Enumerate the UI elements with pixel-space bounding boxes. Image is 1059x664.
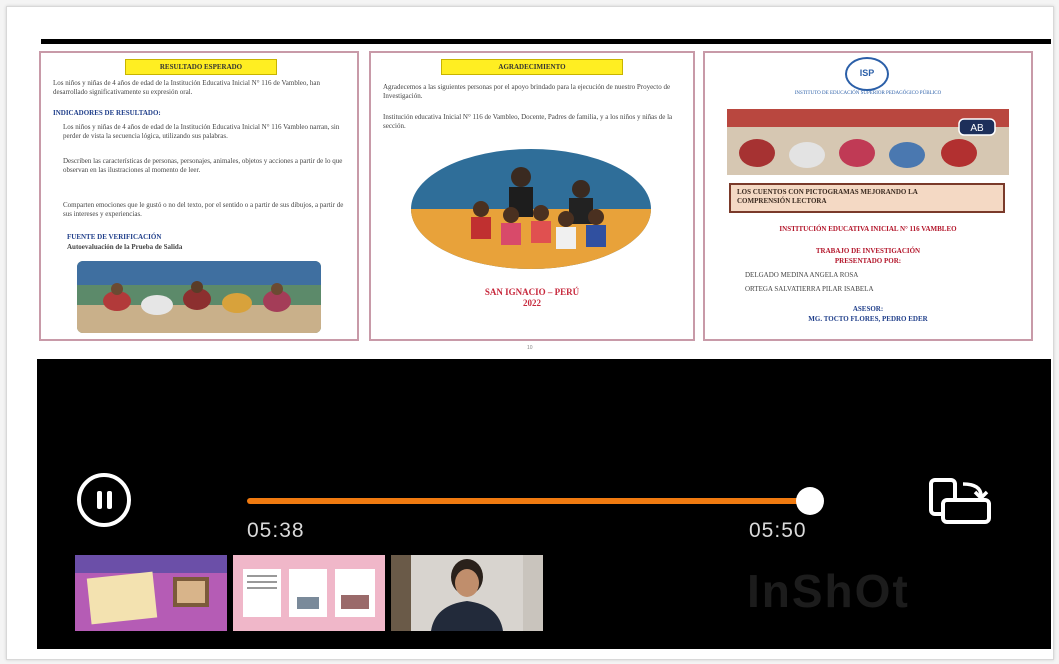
advisor-label: ASESOR: <box>852 305 884 313</box>
brochure-panel-middle <box>369 51 695 341</box>
end-time: 05:50 <box>749 519 807 542</box>
verification-title: FUENTE DE VERIFICACIÓN <box>67 233 162 241</box>
group-photo <box>411 149 651 269</box>
cover-photo <box>727 109 1009 175</box>
institution-logo: ISP <box>845 57 889 91</box>
person-thumb-image <box>391 555 543 631</box>
page-number: 10 <box>527 345 533 351</box>
bullet-3: Comparten emociones que le gustó o no del texto, por el sentido o a partir de sus dibujos, a partir de sus intereses y experiencias. <box>63 201 344 218</box>
pause-icon <box>97 491 102 509</box>
title-card <box>729 183 1005 213</box>
thumbnail-1[interactable] <box>75 555 227 631</box>
pause-button[interactable] <box>77 473 131 527</box>
location-line: SAN IGNACIO – PERÚ <box>484 287 580 297</box>
svg-text:AB: AB <box>970 123 984 134</box>
brochure-panel-left <box>39 51 359 341</box>
video-player <box>37 359 1051 649</box>
year-line: 2022 <box>523 298 541 308</box>
seek-bar[interactable] <box>247 498 810 504</box>
group-photo-image <box>411 149 651 269</box>
top-rule <box>41 39 1051 44</box>
banner-resultado: RESULTADO ESPERADO <box>125 59 277 75</box>
classroom-photo-image <box>77 261 321 333</box>
cover-photo-image <box>727 109 1009 175</box>
document-page <box>7 7 1053 359</box>
rotate-screen-button[interactable] <box>929 476 993 526</box>
bullet-2: Describen las características de personas, personajes, animales, objetos y acciones a partir de lo que observan en las ilustraciones al momento de leer. <box>63 157 343 174</box>
indicators-title: INDICADORES DE RESULTADO: <box>53 109 161 117</box>
verification-item: Autoevaluación de la Prueba de Salida <box>67 243 183 251</box>
current-time: 05:38 <box>247 519 305 542</box>
institute-header: INSTITUTO DE EDUCACIÓN SUPERIOR PEDAGÓGICO PÚBLICO <box>794 91 942 96</box>
brochure-thumb-image <box>233 555 385 631</box>
bullet-1: Los niños y niñas de 4 años de edad de la Institución Educativa Inicial N° 116 Vambleo narran, sin perder de vista la secuencia lógica, utilizando sus palabras. <box>63 123 340 140</box>
screenshot-frame <box>6 6 1054 660</box>
classroom-photo <box>77 261 321 333</box>
advisor-name: MG. TOCTO FLORES, PEDRO EDER <box>808 315 928 323</box>
presented-by: PRESENTADO POR: <box>834 257 902 265</box>
thanks-text: Agradecemos a las siguientes personas por el apoyo brindado para la ejecución de nuestro Proyecto de Investigación. <box>383 83 671 100</box>
banner-agradecimiento: AGRADECIMIENTO <box>441 59 623 75</box>
work-type: TRABAJO DE INVESTIGACIÓN <box>815 247 921 255</box>
thanks-text-2: Institución educativa Inicial N° 116 de Vambleo, Docente, Padres de familia, y a los niños y niñas de la sección. <box>383 113 673 130</box>
institution-name: INSTITUCIÓN EDUCATIVA INICIAL N° 116 VAMBLEO <box>779 225 957 233</box>
title-card-text: LOS CUENTOS CON PICTOGRAMAS MEJORANDO LA COMPRENSIÓN LECTORA <box>737 188 918 205</box>
pause-icon-bar <box>107 491 112 509</box>
seek-handle[interactable] <box>796 487 824 515</box>
brochure-panel-right <box>703 51 1033 341</box>
inshot-watermark: InShOt <box>747 565 910 617</box>
author-2: ORTEGA SALVATIERRA PILAR ISABELA <box>745 285 874 293</box>
rotate-screen-icon <box>929 476 993 526</box>
intro-text: Los niños y niñas de 4 años de edad de la Institución Educativa Inicial N° 116 de Vambleo, han desarrollado significativamente su expresión oral. <box>53 79 320 96</box>
thumbnail-2[interactable] <box>233 555 385 631</box>
author-1: DELGADO MEDINA ANGELA ROSA <box>745 271 859 279</box>
thumbnail-3[interactable] <box>391 555 543 631</box>
document-thumb-image <box>75 555 227 631</box>
